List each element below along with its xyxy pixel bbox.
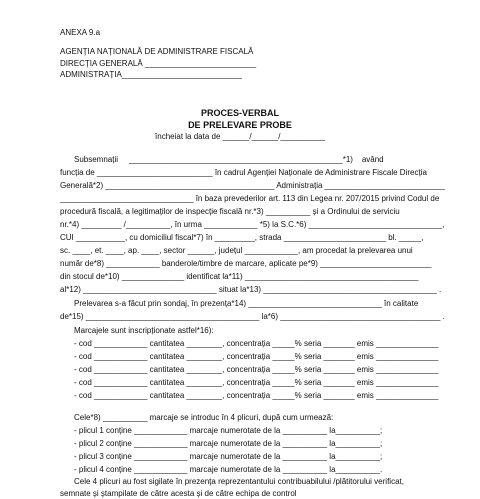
general-direction-line: DIRECȚIA GENERALĂ _________________________ — [60, 59, 257, 68]
text-line: al*12) ______________________________ situat la*13) _______________________________________ . — [60, 285, 442, 294]
document-subtitle: DE PRELEVARE PROBE — [188, 120, 292, 130]
text-line: nr.*4) _________ /__________, în urma ____________ *5) la S.C.*6) ______________________________, — [60, 220, 445, 229]
list-item: - plicul 4 conține ____________ marcaje numerotate de la __________ la__________. — [74, 465, 383, 474]
agency-name: AGENȚIA NAȚIONALĂ DE ADMINISTRARE FISCALĂ — [60, 47, 254, 56]
closing-text: Cele 4 plicuri au fost sigilate în prezența reprezentantului contribuabilului /plătitorului verificat, — [74, 477, 404, 486]
text-line: număr de*8) ____________ banderole/timbre de marcare, aplicate pe*9) _________________________ — [60, 259, 432, 268]
text-line: Subsemnații ________________________________________________*1) având — [74, 155, 384, 164]
list-item: - cod ____________ cantitatea ________, concentrația _____% seria _______ emis ______________ — [74, 365, 439, 374]
text-line: din stocul de*10) ______________ identificat la*11) _______________________________________ — [60, 272, 419, 281]
list-item: - cod ____________ cantitatea ________, concentrația _____% seria _______ emis ______________ — [74, 339, 439, 348]
text-line: Generală*2) ______________________________________ Administrația ___________________________ — [60, 181, 445, 190]
text-line: procedură fiscală, a legitimaților de inspecție fiscală nr.*3) __________ și a Ordinului de serviciu — [60, 207, 400, 216]
text-line: Prelevarea s-a făcut prin sondaj, în prezența*14) ______________________________ în calitate — [74, 299, 419, 308]
list-item: - cod ____________ cantitatea ________, concentrația _____% seria _______ emis ______________ — [74, 378, 439, 387]
date-line: încheiat la data de ______/______/__________ — [155, 132, 325, 141]
closing-text-2: semnate și ștampilate de către acesta și de către echipa de control — [60, 489, 297, 498]
administration-line: ADMINISTRAȚIA___________________________ — [60, 70, 242, 79]
document-title: PROCES-VERBAL — [200, 108, 279, 118]
text-line: sc. ____, et. ____, ap. ____, sector ______, județul ____________, am procedat la prelevarea unui — [60, 246, 413, 255]
text-line: CUI ___________, cu domiciliul fiscal*7) în _________, strada _______________________ bl. _____, — [60, 233, 424, 242]
text-line: de*15) _______________________________________ la*6) ____________________________________ . — [60, 312, 445, 321]
list-item: - plicul 2 conține ____________ marcaje numerotate de la __________ la__________; — [74, 439, 383, 448]
text-line: funcția de __________________________ în cadrul Agenției Naționale de Administrare Fiscale Direcția — [60, 168, 427, 177]
envelopes-intro: Cele*8) __________ marcaje se introduc în 4 plicuri, după cum urmează: — [74, 413, 334, 422]
text-line: ______________________________ în baza prevederilor art. 113 din Legea nr. 207/2015 privind Codul de — [60, 194, 440, 203]
marks-intro: Marcajele sunt inscripționate astfel*16): — [74, 326, 214, 335]
list-item: - cod ____________ cantitatea ________, concentrația _____% seria _______ emis ______________ — [74, 352, 439, 361]
list-item: - cod ____________ cantitatea ________, concentrația _____% seria _______ emis ______________ — [74, 391, 439, 400]
annex-label: ANEXA 9.a — [60, 28, 101, 37]
list-item: - plicul 1 conține ____________ marcaje numerotate de la __________ la__________; — [74, 426, 383, 435]
list-item: - plicul 3 conține ____________ marcaje numerotate de la __________ la__________; — [74, 452, 383, 461]
